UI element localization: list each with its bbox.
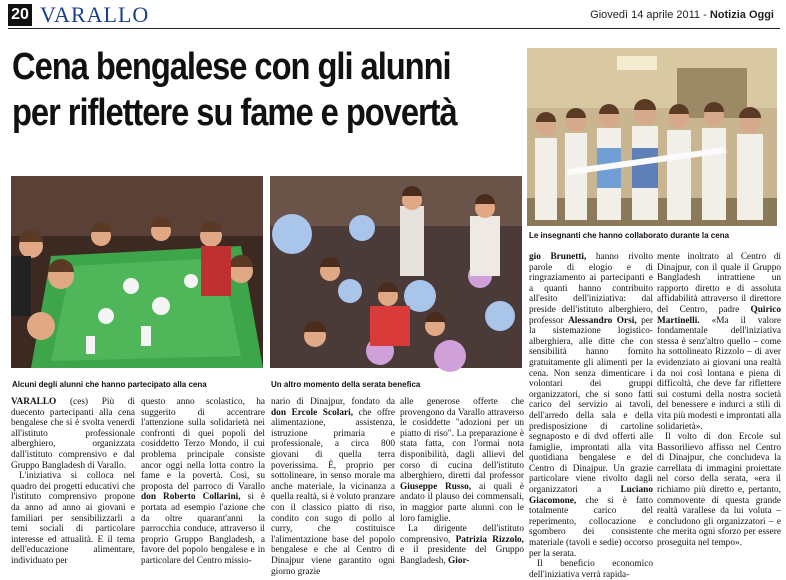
name-giuseppe-russo: Giuseppe Russo, (400, 481, 472, 492)
name-patrizia-rizzolo: Patrizia Rizzolo, (455, 534, 524, 545)
name-quirico-martinelli: Quirico Martinelli. (657, 304, 781, 326)
issue-date: Giovedì 14 aprile 2011 (590, 9, 701, 21)
column-6-text-b: «Ma il valore fondamentale dell'iniziativa stessa è senz'altro quello – come ha sottolineato Rizzolo – di aver evidenziato ai giovani una realtà da noi così lontana e piena di difficoltà, che deve far riflettere sui costumi della nostra società del benessere e indurci a stili di vita più modesti e improntati alla solidarietà». (657, 315, 781, 432)
column-4-text-b: ai quali è andato il plauso dei commensali, in maggior parte alunni con le loro famiglie. (400, 481, 524, 524)
column-5-text-c: che si è fatto totalmente carico del reperimento, collocazione e sgombero dei consistente materiale (tavoli e sedie) occorso per la serata. (529, 495, 653, 559)
column-5-text-a: hanno rivolto parole di elogio e di ringraziamento ai partecipanti e a quanti hanno contribuito all'esito dell'iniziativa: dal preside dell'istituto alberghiero, professor (529, 252, 653, 326)
article-column-6 (657, 252, 781, 568)
column-4-para-2-a: La dirigente dell'istituto comprensivo, (400, 524, 524, 545)
photo-evening (270, 176, 522, 368)
section-title: VARALLO (40, 2, 150, 27)
name-alessandro-orsi: Alessandro Orsi, (568, 315, 637, 326)
dateline-separator: - (703, 9, 707, 21)
photo-students (11, 176, 263, 368)
column-4-text-a: alle generose offerte che provengono da Varallo attraverso le cosiddette "adozioni per un piatto di riso". La preparazione è stata fatta, con l'ormai nota disponibilità, dagli allievi del corso di cucina dell'istituto alberghiero, diretti dal professor (400, 397, 524, 482)
article-column-1 (11, 397, 135, 567)
column-3-text-a: nario di Dinajpur, fondato da (271, 397, 395, 407)
column-2-text-a: questo anno scolastico, ha suggerito di accentrare l'attenzione sulla solidarietà nei confronti di quei popoli del cosiddetto Terzo Mondo, il cui problema principale consiste ancor oggi nella lotta contro la fame e la povertà. Così, su proposta del parroco di Varallo (141, 397, 265, 492)
caption-students: Alcuni degli alunni che hanno partecipato alla cena (12, 380, 207, 389)
caption-teachers: Le insegnanti che hanno collaborato durante la cena (529, 231, 730, 240)
article-column-5 (529, 252, 654, 580)
name-luciano-giacomone: Luciano Giacomone, (529, 485, 653, 506)
column-1-para-2: L'iniziativa si colloca nel quadro dei progetti educativi che l'istituto comprensivo propone da anno ad anno ai giovani e familiari per sensibilizzarli a temi sociali di particolare interesse ed attualità. E il tema dell'educazione alimentare, individuato per (11, 471, 135, 566)
publication-name: Notizia Oggi (709, 9, 774, 21)
headline-line-1: Cena bengalese con gli alunni (12, 46, 451, 88)
column-4-para-2-b: e il presidente del Gruppo Bangladesh, (400, 545, 524, 566)
column-1-text: (ces) Più di duecento partecipanti alla cena bengalese che si è svolta venerdì all'istituto professionale alberghiero, organizzata dall'istituto comprensivo e dal Gruppo Bangladesh di Varallo. (11, 397, 135, 471)
article-lead: VARALLO (11, 397, 57, 407)
article-column-4 (400, 397, 524, 567)
article-column-3 (271, 397, 395, 577)
column-5-text-b: per la sistemazione logistico-alberghiera, alle ditte che con sensibilità hanno fornito gratuitamente gli alimenti per la cena. Non senza dimenticare i volontari dei gruppi organizzatori, che si sono fatti carico del servizio ai tavoli, dell'arredo della sala e della predisposizione di cartoline segnaposto e di dvd offerti alle famiglie, improntati alla vita quotidiana bengalese e del Centro di Dinajpur. Un grazie particolare viene rivolto dagli organizzatori a (529, 315, 654, 496)
column-5-para-2: Il beneficio economico dell'iniziativa verrà rapida- (529, 559, 653, 580)
column-6-text-a: mente inoltrato al Centro di Dinajpur, con il quale il Gruppo Bangladesh intrattiene un rapporto diretto e di assoluta affidabilità attraverso il direttore del Centro, padre (657, 252, 781, 315)
name-ercole-scolari: don Ercole Scolari, (271, 407, 354, 418)
photo-teachers (527, 48, 777, 226)
name-roberto-collarini: don Roberto Collarini, (141, 492, 241, 503)
caption-evening: Un altro momento della serata benefica (271, 380, 421, 389)
column-2-text-b: si è portata ad esempio l'azione che da oltre quarant'anni la parrocchia conduce, attraverso il proprio Gruppo Bangladesh, a favore del popolo bengalese e in particolare del Centro missio- (141, 492, 265, 566)
column-6-para-2: Il volto di don Ercole sul Bassorilievo affisso nel Centro di Dinajpur, che concludeva la carrellata di immagini proiettate nel corso della serata, «era il richiamo più diretto e, pertanto, commovente di questa grande realtà varallese da lui voluta – concludono gli organizzatori – e che merita ogni sforzo per essere proseguita nel tempo». (657, 432, 781, 549)
article-column-2 (141, 397, 265, 567)
name-giorgio-brunetti-end: gio Brunetti, (529, 252, 587, 262)
headline-line-2: per riflettere su fame e povertà (12, 92, 457, 134)
page-number: 20 (8, 4, 32, 26)
headline (12, 44, 457, 136)
name-giorgio-brunetti-start: Gior- (448, 555, 470, 566)
masthead (8, 3, 780, 29)
dateline (590, 9, 774, 21)
column-3-text-b: che offre alimentazione, assistenza, istruzione primaria e professionale, a circa 800 giovani di quella terra poverissima. È, proprio per sottolineare, in senso morale ma anche materiale, la vicinanza a quella realtà, si è voluto pranzare con il classico piatto di riso, condito con sugo di pollo al curry, che costituisce l'alimentazione base del popolo bengalese e che al Centro di Dinajpur viene garantito ogni giorno grazie (271, 407, 395, 577)
